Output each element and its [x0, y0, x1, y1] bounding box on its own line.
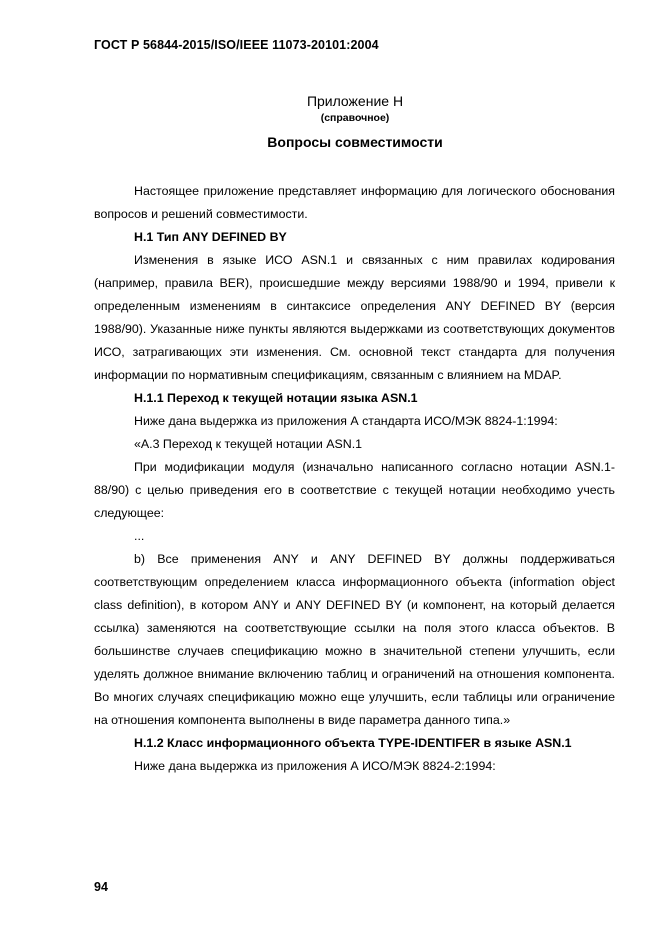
- appendix-heading: Вопросы совместимости: [267, 134, 443, 150]
- document-body: [94, 180, 615, 778]
- paragraph-excerpt-2: Ниже дана выдержка из приложения А ИСО/МЭК 8824-2:1994:: [134, 759, 496, 773]
- intro-paragraph: Настоящее приложение представляет информацию для логического обоснования вопросов и решений совместимости.: [94, 184, 615, 221]
- paragraph-modification: При модификации модуля (изначально написанного согласно нотации ASN.1-88/90) с целью приведения его в соответствие с текущей нотации необходимо учесть следующее:: [94, 460, 615, 520]
- paragraph-quote-title: «А.3 Переход к текущей нотации ASN.1: [134, 437, 363, 451]
- standard-header: ГОСТ Р 56844-2015/ISO/IEEE 11073-20101:2004: [94, 38, 379, 52]
- section-heading-h1: Н.1 Тип ANY DEFINED BY: [134, 230, 287, 244]
- paragraph-item-b: b) Все применения ANY и ANY DEFINED BY должны поддерживаться соответствующим определением класса информационного объекта (information object class definition), в котором ANY и ANY DEFINED BY (и компонент, на который делается ссылка) заменяются на соответствующие ссылки на поля этого класса объектов. В большинстве случаев спецификацию можно в значительной степени улучшить, если уделять должное внимание включению таблиц и ограничений на отношения компонента. Во многих случаях спецификацию можно еще улучшить, если таблицы или ограничение на отношения компонента выполнены в виде параметра данного типа.»: [94, 552, 615, 727]
- ellipsis: ...: [134, 529, 145, 543]
- page-number: 94: [94, 880, 108, 894]
- section-heading-h1-1: Н.1.1 Переход к текущей нотации языка ASN.1: [134, 391, 418, 405]
- appendix-title: Приложение Н: [306, 93, 404, 109]
- paragraph-excerpt-intro: Ниже дана выдержка из приложения А стандарта ИСО/МЭК 8824-1:1994:: [134, 414, 558, 428]
- section-heading-h1-2: Н.1.2 Класс информационного объекта TYPE-IDENTIFER в языке ASN.1: [134, 736, 572, 750]
- paragraph-h1: Изменения в языке ИСО ASN.1 и связанных с ним правилах кодирования (например, правила BER), происшедшие между версиями 1988/90 и 1994, привели к определенным изменениям в синтаксисе определения ANY DEFINED BY (версия 1988/90). Указанные ниже пункты являются выдержками из соответствующих документов ИСО, затрагивающих эти изменения. См. основной текст стандарта для получения информации по нормативным спецификациям, связанным с влиянием на MDAP.: [94, 253, 615, 382]
- appendix-subtitle: (справочное): [320, 112, 390, 124]
